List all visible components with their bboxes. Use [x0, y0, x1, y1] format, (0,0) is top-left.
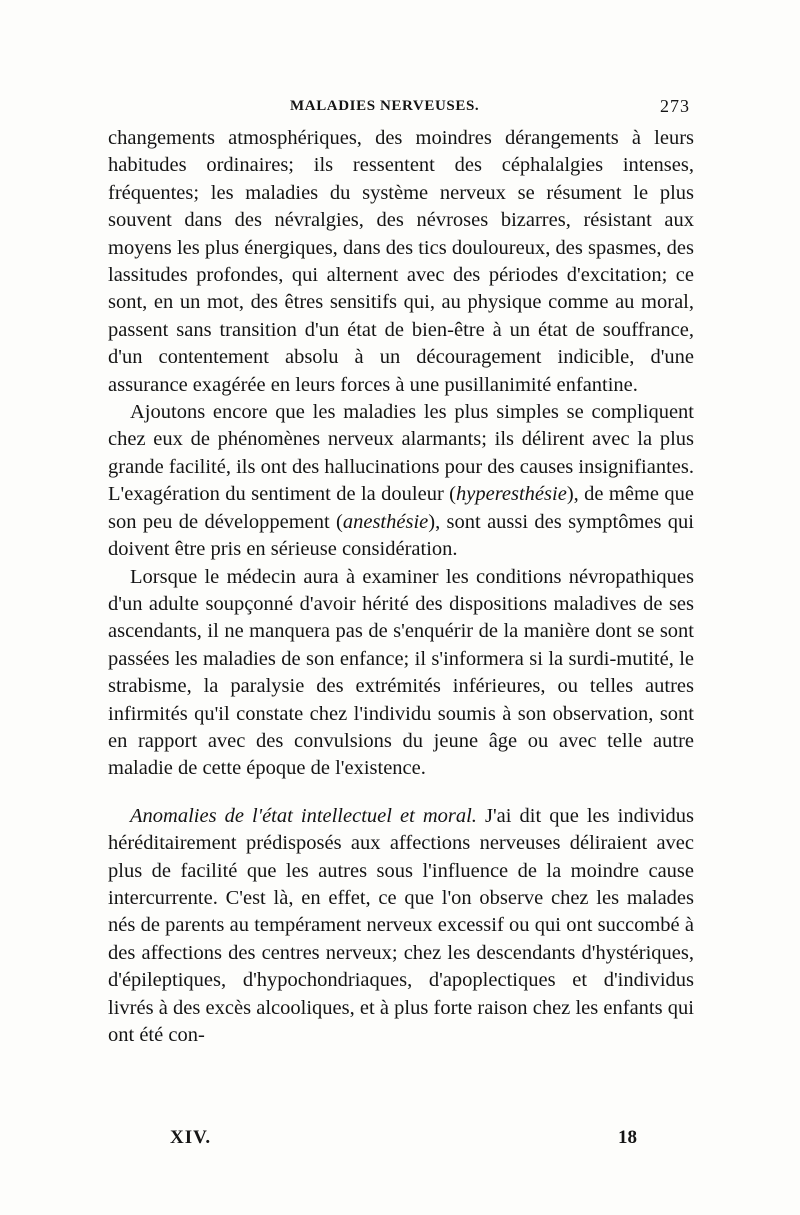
running-head-title: MALADIES NERVEUSES.: [290, 98, 480, 114]
term-hyperesthesie: hyperesthésie: [456, 483, 567, 506]
volume-signature: XIV.: [170, 1127, 212, 1148]
paragraph-2-text-e: ), sont aussi des symptômes qui doivent être pris en sérieuse considération.: [108, 510, 695, 561]
paragraph-2-text-c: ), de même que son peu de développement (: [108, 483, 694, 533]
page-footer: [140, 1127, 640, 1153]
paragraph-3: Lorsque le médecin aura à examiner les conditions névropathiques d'un adulte soupçonné d'avoir hérité des dispositions maladives de ses ascendants, il ne manquera pas de s'enquérir de la manière dont se sont passées les maladies de son enfance; il s'informera si la surdi-mutité, le strabisme, la paralysie des extrémités inférieures, ou telles autres infirmités qu'il constate chez l'individu soumis à son observation, sont en rapport avec des convulsions du jeune âge ou avec telle autre maladie de cette époque de l'existence.: [108, 565, 694, 780]
paragraph-1: changements atmosphériques, des moindres dérangements à leurs habitudes ordinaires; ils ressentent des céphalalgies intenses, fréquentes; les maladies du système nerveux se résument le plus souvent dans des névralgies, des névroses bizarres, résistant aux moyens les plus énergiques, dans des tics douloureux, des spasmes, des lassitudes profondes, qui alternent avec des périodes d'excitation; ce sont, en un mot, des êtres sensitifs qui, au physique comme au moral, passent sans transition d'un état de bien-être à un état de souffrance, d'un contentement absolu à un découragement indicible, d'une assurance exagérée en leurs forces à une pusillanimité enfantine.: [108, 127, 694, 396]
paragraph-2-text-a: Ajoutons encore que les maladies les plus simples se compliquent chez eux de phénomènes nerveux alarmants; ils délirent avec la plus grande facilité, ils ont des hallucinations pour des causes insignifiantes. L'exagération du sentiment de la douleur (: [108, 401, 694, 506]
term-anesthesie: anesthésie: [342, 510, 429, 533]
paragraph-2: [108, 399, 694, 563]
page-number: 273: [660, 96, 690, 116]
gathering-signature: 18: [618, 1127, 637, 1148]
paragraph-4: [108, 803, 694, 1050]
body-text: [108, 125, 694, 1049]
running-head: [110, 98, 690, 122]
section-heading: Anomalies de l'état intellectuel et moral.: [130, 804, 477, 827]
paragraph-4-text: J'ai dit que les individus héréditairement prédisposés aux affections nerveuses déliraient avec plus de facilité que les autres sous l'influence de la moindre cause intercurrente. C'est là, en effet, ce que l'on observe chez les malades nés de parents au tempérament nerveux excessif ou qui ont succombé à des affections des centres nerveux; chez les descendants d'hystériques, d'épileptiques, d'hypochondriaques, d'apoplectiques et d'individus livrés à des excès alcooliques, et à plus forte raison chez les enfants qui ont été con-: [108, 804, 694, 1046]
